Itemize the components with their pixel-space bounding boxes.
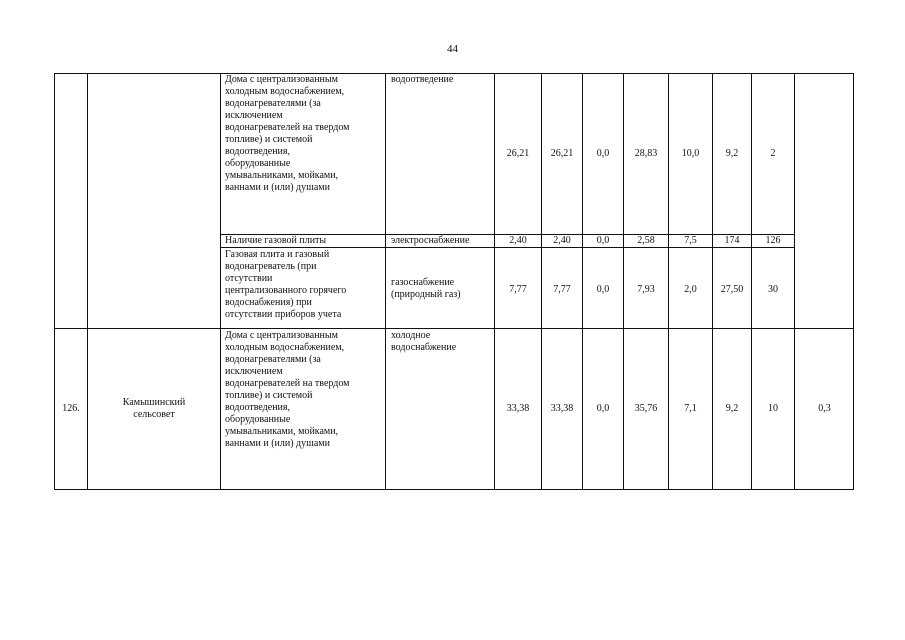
row-description: Наличие газовой плиты: [225, 235, 327, 246]
row-value: 35,76: [634, 403, 658, 414]
row-service: холодное водоснабжение: [391, 330, 457, 353]
row-value: 10: [768, 403, 778, 414]
row-value: 26,21: [550, 148, 574, 159]
row-value: 27,50: [720, 284, 744, 295]
row-value: 9,2: [725, 148, 739, 159]
col-divider: [582, 74, 583, 490]
row-value: 2: [770, 148, 776, 159]
row-municipality: Камышинский сельсовет: [122, 397, 186, 420]
row-value: 30: [768, 284, 778, 295]
row-number: 126.: [62, 403, 80, 414]
row-value: 10,0: [681, 148, 700, 159]
row-divider: [55, 328, 854, 329]
row-value: 7,1: [684, 403, 697, 414]
row-service: водоотведение: [391, 74, 454, 85]
row-value: 26,21: [506, 148, 530, 159]
row-value: 7,77: [509, 284, 527, 295]
row-value: 0,0: [596, 235, 610, 246]
row-value: 0,0: [596, 403, 610, 414]
row-value: 2,58: [637, 235, 655, 246]
row-description: Дома с централизованным холодным водоснабжением, водонагревателями (за исключением водонагревателей на твердом топливе) и системой водоотведения, оборудованные умывальниками, мойками, ваннами и (или) душами: [225, 330, 350, 449]
row-divider: [220, 247, 794, 248]
row-value: 126: [765, 235, 781, 246]
row-value: 2,0: [684, 284, 697, 295]
page-number: 44: [447, 43, 458, 55]
row-value: 33,38: [506, 403, 530, 414]
row-service: газоснабжение (природный газ): [391, 277, 461, 300]
row-service: электроснабжение: [391, 235, 470, 246]
col-divider: [385, 74, 386, 490]
col-divider: [623, 74, 624, 490]
col-divider: [794, 74, 795, 490]
row-value: 33,38: [550, 403, 574, 414]
col-divider: [87, 74, 88, 490]
row-last-value: 0,3: [818, 403, 831, 414]
row-value: 28,83: [634, 148, 658, 159]
col-divider: [494, 74, 495, 490]
col-divider: [220, 74, 221, 490]
row-value: 9,2: [725, 403, 739, 414]
row-value: 2,40: [509, 235, 527, 246]
col-divider: [751, 74, 752, 490]
row-value: 0,0: [596, 148, 610, 159]
row-value: 7,93: [637, 284, 655, 295]
row-value: 0,0: [596, 284, 610, 295]
row-description: Газовая плита и газовый водонагреватель (при отсутствии централизованного горячего водоснабжения) при отсутствии приборов учета: [225, 249, 347, 320]
col-divider: [712, 74, 713, 490]
row-value: 2,40: [553, 235, 571, 246]
row-value: 174: [724, 235, 740, 246]
col-divider: [668, 74, 669, 490]
data-table: [54, 73, 854, 490]
col-divider: [541, 74, 542, 490]
row-value: 7,5: [684, 235, 697, 246]
row-value: 7,77: [553, 284, 571, 295]
row-description: Дома с централизованным холодным водоснабжением, водонагревателями (за исключением водонагревателей на твердом топливе) и системой водоотведения, оборудованные умывальниками, мойками, ваннами и (или) душами: [225, 74, 350, 193]
